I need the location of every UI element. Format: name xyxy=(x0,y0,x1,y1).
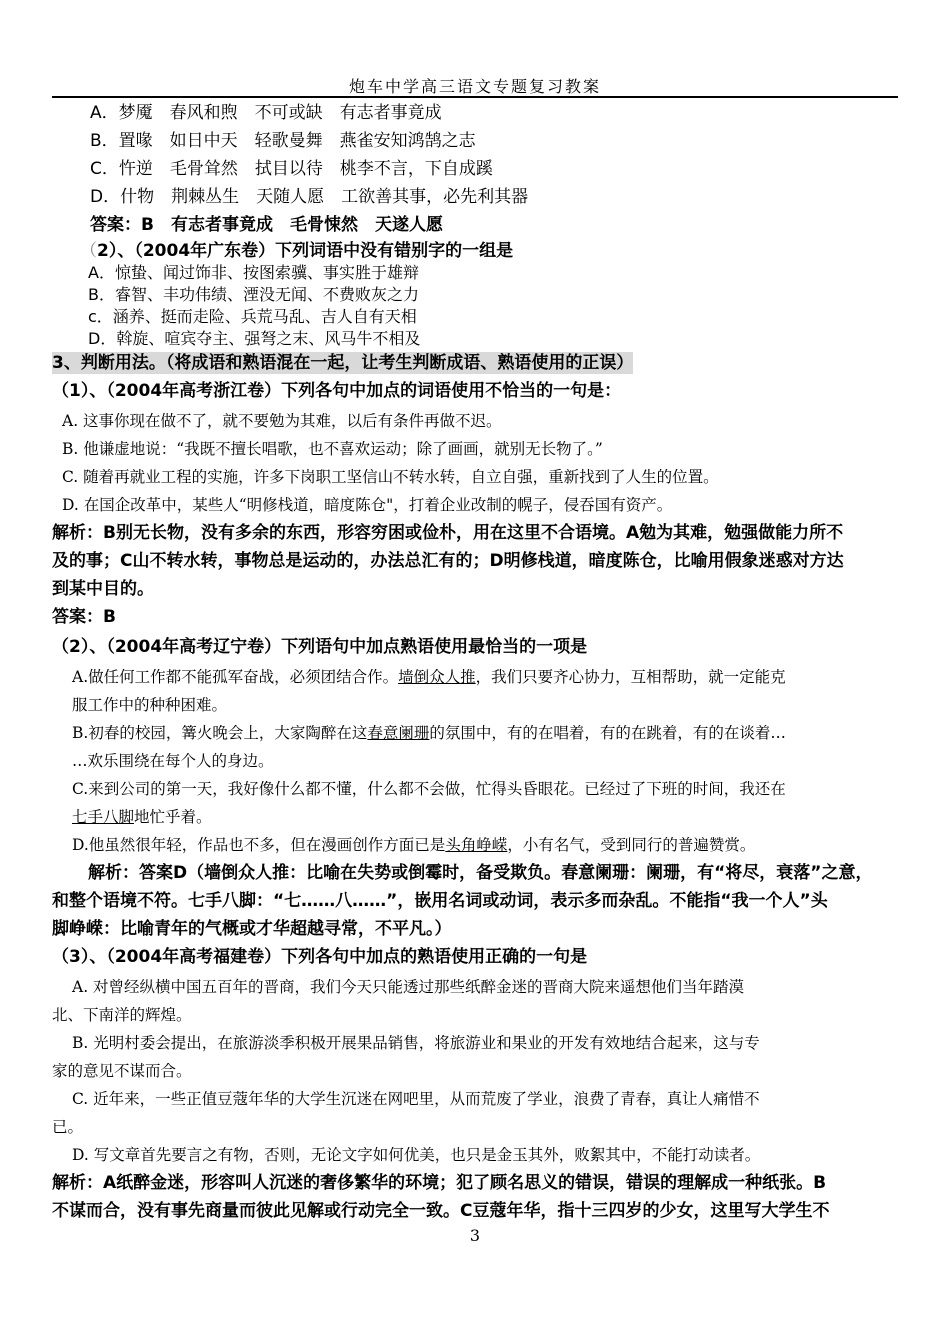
s3-q2-option-a xyxy=(72,666,786,688)
s3-q3-line: 家的意见不谋而合。 xyxy=(52,1062,192,1080)
s3-q3-title: （3）、（2004年高考福建卷）下列各句中加点的熟语使用正确的一句是 xyxy=(52,947,588,967)
s3-q2-option-c-cont xyxy=(72,806,212,828)
s3-q3-line: A. 对曾经纵横中国五百年的晋商，我们今天只能透过那些纸醉金迷的晋商大院来遥想他们当年踏漠 xyxy=(72,978,745,996)
s3-q2-c-text: 地忙乎着。 xyxy=(134,808,212,826)
s3-q1-option-b: B. 他谦虚地说：“我既不擅长唱歌，也不喜欢运动；除了画画，就别无长物了。” xyxy=(62,440,603,458)
q0-option-c: C．忤逆 毛骨耸然 拭目以待 桃李不言，下自成蹊 xyxy=(90,159,493,179)
s3-q2-analysis-line: 和整个语境不符。七手八脚：“七……八……”，嵌用名词或动词，表示多而杂乱。不能指“我一个人”头 xyxy=(52,891,828,911)
s3-q3-line: 已。 xyxy=(52,1118,84,1136)
q2004gd-title-prefix: （ xyxy=(80,241,97,261)
q0-option-b: B．置喙 如日中天 轻歌曼舞 燕雀安知鸿鹄之志 xyxy=(90,131,476,151)
s3-q2-option-a-cont: 服工作中的种种困难。 xyxy=(72,696,228,714)
q0-option-d: D．什物 荆棘丛生 天随人愿 工欲善其事，必先利其器 xyxy=(90,187,529,207)
page-number: 3 xyxy=(469,1226,481,1245)
s3-q2-b-text: 的氛围中，有的在唱着，有的在跳着，有的在谈着… xyxy=(429,724,786,742)
s3-q2-a-text: A.做任何工作都不能孤军奋战，必须团结合作。 xyxy=(72,668,399,686)
s3-q1-answer: 答案：B xyxy=(52,607,116,627)
s3-q1-option-c: C. 随着再就业工程的实施，许多下岗职工坚信山不转水转，自立自强，重新找到了人生的位置。 xyxy=(62,468,719,486)
s3-q2-analysis-line: 解析：答案D（墙倒众人推：比喻在失势或倒霉时，备受欺负。春意阑珊：阑珊，有“将尽，衰落”之意， xyxy=(88,863,873,883)
s3-q2-b-text: B.初春的校园，篝火晚会上，大家陶醉在这 xyxy=(72,724,368,742)
section3-heading: 3、判断用法。（将成语和熟语混在一起，让考生判断成语、熟语使用的正误） xyxy=(52,353,634,373)
s3-q3-analysis-line: 解析：A纸醉金迷，形容叫人沉迷的奢侈繁华的环境；犯了顾名思义的错误，错误的理解成一种纸张。B xyxy=(52,1173,827,1193)
q2004gd-option-c: c．涵养、挺而走险、兵荒马乱、吉人自有天相 xyxy=(88,307,417,326)
s3-q3-line: C. 近年来，一些正值豆蔻年华的大学生沉迷在网吧里，从而荒废了学业，浪费了青春，真让人痛惜不 xyxy=(72,1090,760,1108)
header-rule xyxy=(52,96,898,98)
s3-q2-a-idiom: 墙倒众人推 xyxy=(398,668,476,686)
s3-q2-d-text: D.他虽然很年轻，作品也不多，但在漫画创作方面已是 xyxy=(72,836,446,854)
q0-answer: 答案：B 有志者事竟成 毛骨悚然 天遂人愿 xyxy=(90,215,443,235)
q2004gd-option-d: D．斡旋、喧宾夺主、强弩之末、风马牛不相及 xyxy=(88,329,421,348)
q2004gd-option-b: B．睿智、丰功伟绩、湮没无闻、不费败灰之力 xyxy=(88,285,419,304)
s3-q3-line: 北、下南洋的辉煌。 xyxy=(52,1006,192,1024)
s3-q1-title: （1）、（2004年高考浙江卷）下列各句中加点的词语使用不恰当的一句是： xyxy=(52,381,622,401)
page-header-title: 炮车中学高三语文专题复习教案 xyxy=(348,77,601,96)
s3-q2-option-b-cont: …欢乐围绕在每个人的身边。 xyxy=(72,752,274,770)
q0-option-a: A．梦魇 春风和煦 不可或缺 有志者事竟成 xyxy=(90,103,442,123)
s3-q1-option-d: D. 在国企改革中，某些人“明修栈道，暗度陈仓"，打着企业改制的幌子，侵吞国有资产。 xyxy=(62,496,673,514)
s3-q1-analysis-line: 及的事；C山不转水转，事物总是运动的，办法总汇有的；D明修栈道，暗度陈仓，比喻用假象迷惑对方达 xyxy=(52,551,844,571)
s3-q3-line: D. 写文章首先要言之有物，否则，无论文字如何优美，也只是金玉其外，败絮其中，不能打动读者。 xyxy=(72,1146,761,1164)
s3-q2-d-idiom: 头角峥嵘 xyxy=(445,836,508,854)
s3-q2-title: （2）、（2004年高考辽宁卷）下列语句中加点熟语使用最恰当的一项是 xyxy=(52,637,588,657)
s3-q3-analysis-line: 不谋而合，没有事先商量而彼此见解或行动完全一致。C豆蔻年华，指十三四岁的少女，这里写大学生不 xyxy=(52,1201,830,1221)
s3-q1-option-a: A. 这事你现在做不了，就不要勉为其难，以后有条件再做不迟。 xyxy=(62,412,502,430)
s3-q1-analysis-line: 解析：B别无长物，没有多余的东西，形容穷困或俭朴，用在这里不合语境。A勉为其难，勉强做能力所不 xyxy=(52,523,844,543)
q2004gd-option-a: A．惊蛰、闻过饰非、按图索骥、事实胜于雄辩 xyxy=(88,263,419,282)
s3-q2-d-text: ，小有名气，受到同行的普遍赞赏。 xyxy=(507,836,756,854)
s3-q2-b-idiom: 春意阑珊 xyxy=(367,724,430,742)
s3-q2-option-b xyxy=(72,722,786,744)
s3-q3-line: B. 光明村委会提出，在旅游淡季积极开展果品销售，将旅游业和果业的开发有效地结合起来，这与专 xyxy=(72,1034,760,1052)
q2004gd-title xyxy=(80,240,513,262)
s3-q2-a-text: ，我们只要齐心协力，互相帮助，就一定能克 xyxy=(475,668,786,686)
q2004gd-title-text: 2）、（2004年广东卷）下列词语中没有错别字的一组是 xyxy=(97,241,514,261)
s3-q2-c-idiom: 七手八脚 xyxy=(72,808,135,826)
s3-q2-option-c: C.来到公司的第一天，我好像什么都不懂，什么都不会做，忙得头昏眼花。已经过了下班的时间，我还在 xyxy=(72,780,786,798)
s3-q2-analysis-line: 脚峥嵘：比喻青年的气概或才华超越寻常，不平凡。） xyxy=(52,919,452,939)
s3-q1-analysis-line: 到某中目的。 xyxy=(52,579,154,599)
s3-q2-option-d xyxy=(72,834,755,856)
